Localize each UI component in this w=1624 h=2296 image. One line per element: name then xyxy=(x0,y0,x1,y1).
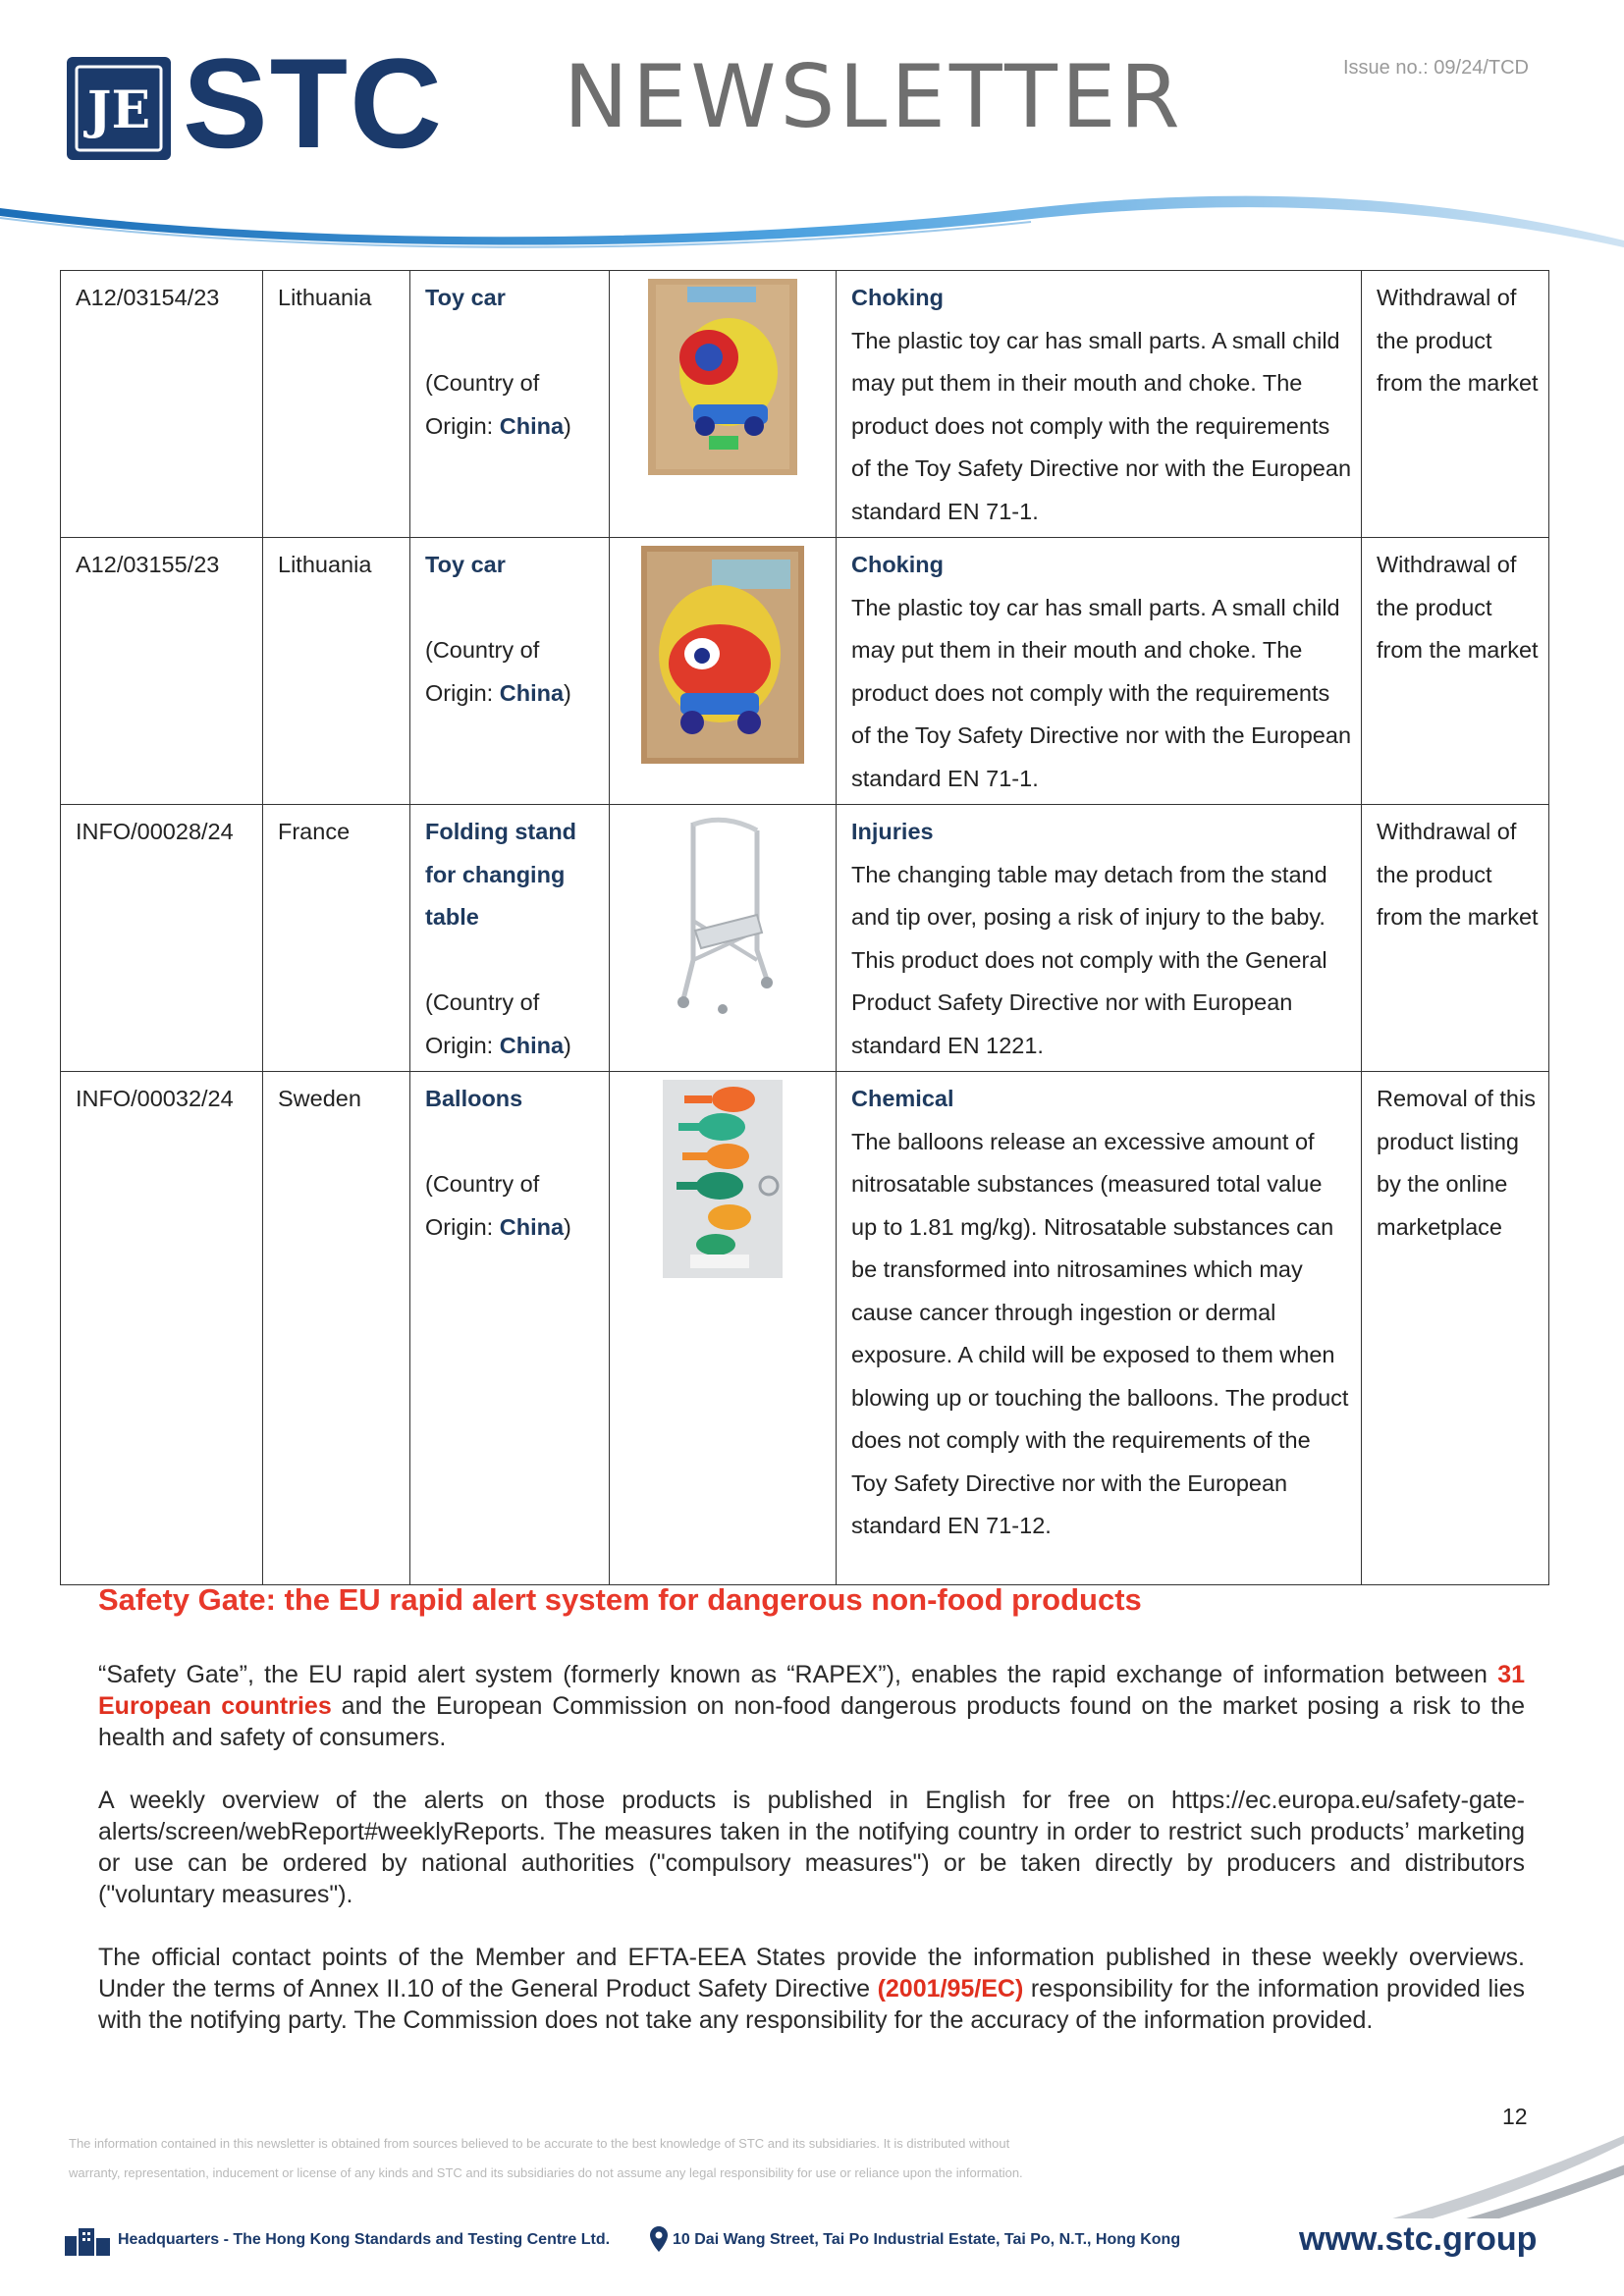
notifying-country: Lithuania xyxy=(263,271,410,538)
paragraph-text: and the European Commission on non-food dangerous products found on the market posing a risk to the health and safety of consumers. xyxy=(98,1692,1525,1751)
alert-reference: A12/03154/23 xyxy=(61,271,263,538)
footer-swoosh-decoration xyxy=(0,2061,1624,2218)
stc-logo-mark xyxy=(67,57,171,160)
measure-taken: Withdrawal of the product from the market xyxy=(1362,805,1549,1072)
paragraph-text: responsibility for the information provided lies with the notifying party. The Commission does not take any responsibility for the accuracy of the information provided. xyxy=(98,1975,1525,2034)
origin-suffix: ) xyxy=(564,412,571,439)
issue-number: Issue no.: 09/24/TCD xyxy=(1343,57,1529,79)
alert-reference: INFO/00032/24 xyxy=(61,1072,263,1585)
risk-cell xyxy=(837,271,1362,538)
table-row xyxy=(61,271,1549,538)
toy-car-photo-icon xyxy=(648,279,797,475)
alert-reference: INFO/00028/24 xyxy=(61,805,263,1072)
toy-car-photo-icon xyxy=(641,546,804,764)
risk-type: Chemical xyxy=(851,1086,954,1111)
footer-headquarters: Headquarters - The Hong Kong Standards and Testing Centre Ltd. xyxy=(118,2231,611,2248)
website-link[interactable]: www.stc.group xyxy=(1299,2220,1538,2258)
risk-type: Choking xyxy=(851,285,944,310)
page-number: 12 xyxy=(1502,2104,1528,2129)
intro-paragraph xyxy=(98,1659,1525,1753)
origin-country: China xyxy=(499,1032,565,1058)
weekly-overview-paragraph: A weekly overview of the alerts on those products is published in English for free on https://ec.europa.eu/safety-gate-alerts/screen/webReport#weeklyReports. The measures taken in the notifying country in order to restrict such products’ marketing or use can be ordered by national authorities ("compulsory measures") or be taken directly by producers and distributors ("voluntary measures"). xyxy=(98,1787,1525,1908)
footer-address: 10 Dai Wang Street, Tai Po Industrial Estate, Tai Po, N.T., Hong Kong xyxy=(673,2231,1181,2248)
measure-taken: Withdrawal of the product from the market xyxy=(1362,271,1549,538)
measure-taken: Removal of this product listing by the online marketplace xyxy=(1362,1072,1549,1585)
notifying-country: France xyxy=(263,805,410,1072)
logo-text: STC xyxy=(183,31,444,175)
notifying-country: Sweden xyxy=(263,1072,410,1585)
notifying-country: Lithuania xyxy=(263,538,410,805)
origin-prefix: (Country of Origin: xyxy=(425,1171,540,1240)
risk-cell xyxy=(837,538,1362,805)
contact-points-paragraph xyxy=(98,1942,1525,2036)
product-name: Toy car xyxy=(425,552,506,577)
origin-suffix: ) xyxy=(564,679,571,706)
risk-description: The changing table may detach from the stand and tip over, posing a risk of injury to the baby. This product does not comply with the General Product Safety Directive nor with European standard EN 1221. xyxy=(851,861,1327,1058)
product-image-cell xyxy=(610,271,837,538)
balloons-photo-icon xyxy=(663,1080,783,1278)
product-cell xyxy=(410,538,610,805)
product-image-cell xyxy=(610,1072,837,1585)
alerts-table xyxy=(60,270,1549,1585)
product-name: Balloons xyxy=(425,1086,523,1111)
table-row xyxy=(61,1072,1549,1585)
origin-prefix: (Country of Origin: xyxy=(425,370,540,439)
risk-description: The plastic toy car has small parts. A small child may put them in their mouth and choke. The product does not comply with the requirements of the Toy Safety Directive nor with the European standard EN 71-1. xyxy=(851,327,1352,524)
origin-suffix: ) xyxy=(564,1032,571,1058)
origin-prefix: (Country of Origin: xyxy=(425,637,540,706)
table-row xyxy=(61,538,1549,805)
header-swoosh-decoration xyxy=(0,187,1624,255)
highlight-directive: (2001/95/EC) xyxy=(877,1975,1024,2002)
risk-type: Choking xyxy=(851,552,944,577)
paragraph-text: The official contact points of the Member and EFTA-EEA States provide the information published in these weekly overviews. Under the terms of Annex II.10 of the General Product Safety Directive xyxy=(98,1944,1525,2002)
risk-cell xyxy=(837,1072,1362,1585)
measure-taken: Withdrawal of the product from the market xyxy=(1362,538,1549,805)
risk-cell xyxy=(837,805,1362,1072)
disclaimer-line-1: The information contained in this newsletter is obtained from sources believed to be accurate to the best knowledge of STC and its subsidiaries. It is distributed without xyxy=(69,2136,1010,2151)
alert-reference: A12/03155/23 xyxy=(61,538,263,805)
product-image-cell xyxy=(610,538,837,805)
origin-country: China xyxy=(499,1213,565,1240)
folding-stand-photo-icon xyxy=(664,813,782,1019)
section-title: Safety Gate: the EU rapid alert system for dangerous non-food products xyxy=(98,1582,1142,1617)
product-name: Toy car xyxy=(425,285,506,310)
product-name: Folding stand for changing table xyxy=(425,819,577,930)
location-pin-icon xyxy=(650,2226,668,2252)
disclaimer-line-2: warranty, representation, inducement or license of any kinds and STC and its subsidiaries do not assume any legal responsibility for use or reliance upon the information. xyxy=(69,2165,1023,2180)
svg-text:JE: JE xyxy=(86,80,151,140)
origin-country: China xyxy=(499,412,565,439)
risk-type: Injuries xyxy=(851,819,934,844)
origin-country: China xyxy=(499,679,565,706)
newsletter-title: NEWSLETTER xyxy=(564,46,1184,147)
product-cell xyxy=(410,271,610,538)
origin-suffix: ) xyxy=(564,1213,571,1240)
building-icon xyxy=(65,2226,110,2256)
product-cell xyxy=(410,805,610,1072)
product-image-cell xyxy=(610,805,837,1072)
page-header xyxy=(0,0,1624,265)
risk-description: The balloons release an excessive amount of nitrosatable substances (measured total value up to 1.81 mg/kg). Nitrosatable substances can be transformed into nitrosamines which may cause cancer through ingestion or dermal exposure. A child will be exposed to them when blowing up or touching the balloons. The product does not comply with the requirements of the Toy Safety Directive nor with the European standard EN 71-12. xyxy=(851,1128,1349,1538)
product-cell xyxy=(410,1072,610,1585)
risk-description: The plastic toy car has small parts. A small child may put them in their mouth and choke. The product does not comply with the requirements of the Toy Safety Directive nor with the European standard EN 71-1. xyxy=(851,594,1352,791)
paragraph-text: “Safety Gate”, the EU rapid alert system (formerly known as “RAPEX”), enables the rapid exchange of information between xyxy=(98,1661,1498,1688)
highlight-countries: 31 European countries xyxy=(98,1661,1525,1720)
table-row xyxy=(61,805,1549,1072)
origin-prefix: (Country of Origin: xyxy=(425,989,540,1058)
